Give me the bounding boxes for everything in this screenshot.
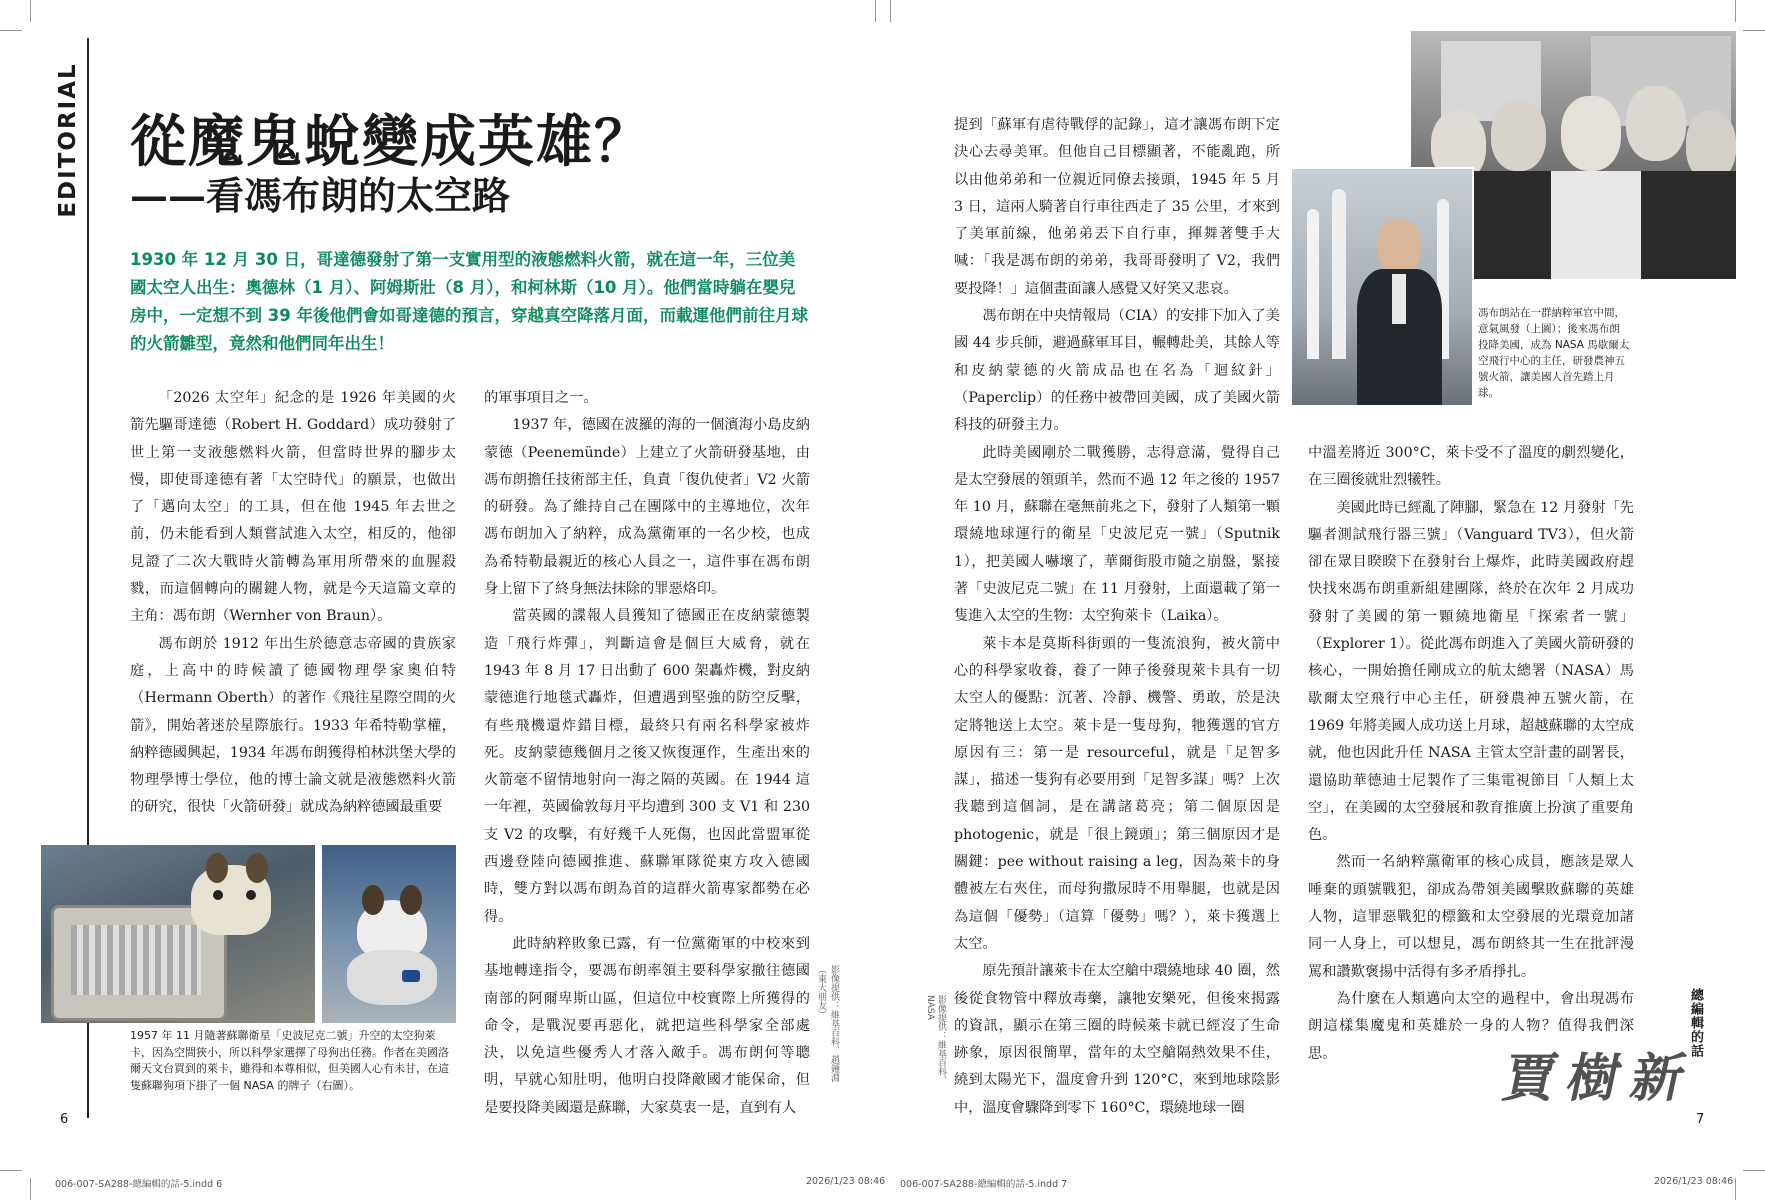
paragraph: 當英國的諜報人員獲知了德國正在皮納蒙德製造「飛行炸彈」，判斷這會是個巨大威脅，就在 1943 年 8 月 17 日出動了 600 架轟炸機，對皮納蒙德進行地毯式轟炸，但遭遇到堅強的防空反擊，有些飛機還炸錯目標，最終只有兩名科學家被炸死。皮納蒙德幾個月之後又恢復運作，生產出來的火箭毫不留情地射向一海之隔的英國。在 1944 這一年裡，英國倫敦每月平均遭到 300 支 V1 和 230 支 V2 的攻擊，有好幾千人死傷，也因此當盟軍從西邊登陸向德國推進、蘇聯軍隊從東方攻入德國時，雙方對以馮布朗為首的這群火箭專家都勢在必得。 [484,608,810,925]
paragraph: 馮布朗在中央情報局（CIA）的安排下加入了美國 44 步兵師，避過蘇軍耳目，輾轉赴美，其餘人等和皮納蒙德的火箭成品也在名為「迴紋針」（Paperclip）的任務中被帶回美國，成了美國火箭科技的研發主力。 [954,308,1280,434]
paragraph: 美國此時已經亂了陣腳，緊急在 12 月發射「先驅者測試飛行器三號」（Vanguard TV3），但火箭卻在眾目睽睽下在發射台上爆炸，此時美國政府趕快找來馮布朗重新組建團隊，終於在次年 2 月成功發射了美國的第一顆繞地衛星「探索者一號」（Explorer 1）。從此馮布朗進入了美國火箭研發的核心，一開始擔任剛成立的航太總署（NASA）馬歇爾太空飛行中心主任，研發農神五號火箭，在 1969 年將美國人成功送上月球，超越蘇聯的太空成就，他也因此升任 NASA 主管太空計畫的副署長，還協助華德迪士尼製作了三集電視節目「人類上太空」，在美國的太空發展和教育推廣上扮演了重要角色。 [1308,499,1634,844]
paragraph: 「2026 太空年」紀念的是 1926 年美國的火箭先驅哥達德（Robert H. Goddard）成功發射了世上第一支液態燃料火箭，但當時世界的腳步太慢，即使哥達德有著「太空時代」的願景，也做出了「邁向太空」的工具，但在他 1945 年去世之前，仍未能看到人類嘗試進入太空，相反的，他卻見證了二次大戰時火箭轉為軍用所帶來的血腥殺戮，而這個轉向的關鍵人物，就是今天這篇文章的主角：馮布朗（Wernher von Braun）。 [130,390,456,625]
crop-mark [0,1170,22,1171]
crop-mark [1743,1170,1765,1171]
paragraph: 1937 年，德國在波羅的海的一個濱海小島皮納蒙德（Peenemünde）上建立了火箭研發基地，由馮布朗擔任技術部主任，負責「復仇使者」V2 火箭的研發。為了維持自己在團隊中的主導地位，次年馮布朗加入了納粹，成為黨衛軍的一名少校，也成為希特勒最親近的核心人員之一，這件事在馮布朗身上留下了終身無法抹除的罪惡烙印。 [484,417,810,598]
crop-mark [890,0,891,22]
text-column-3 [954,112,1280,1122]
editor-signature: 賈樹新 [1497,1048,1703,1109]
text-column-1 [130,385,456,822]
slug-date-right: 2026/1/23 08:46 [1654,1176,1734,1187]
laika-caption: 1957 年 11 月隨著蘇聯衛星「史波尼克二號」升空的太空狗萊卡，因為空間狹小，所以科學家選擇了母狗出任務。作者在美國洛爾天文台買到的萊卡，雖得和本尊相似，但美國人心有未甘，在這隻蘇聯狗項下掛了一個 NASA 的牌子（右圖）。 [130,1029,449,1092]
lead-paragraph: 1930 年 12 月 30 日，哥達德發射了第一支實用型的液態燃料火箭，就在這一年，三位美國太空人出生：奧德林（1 月）、阿姆斯壯（8 月），和柯林斯（10 月）。他們當時躺在嬰兒房中，一定想不到 39 年後他們會如哥達德的預言，穿越真空降落月面，而載運他們前往月球的火箭雛型，竟然和他們同年出生！ [130,250,808,353]
paragraph: 此時美國剛於二戰獲勝，志得意滿，覺得自己是太空發展的領頭羊，然而不過 12 年之後的 1957 年 10 月，蘇聯在毫無前兆之下，發射了人類第一顆環繞地球運行的衛星「史波尼克一號」（Sputnik 1），把美國人嚇壞了，華爾街股市隨之崩盤，緊接著「史波尼克二號」在 11 月發射，上面還載了第一隻進入太空的生物：太空狗萊卡（Laika）。 [954,444,1280,625]
laika-capsule-photo [41,845,315,1023]
article-title: 從魔鬼蛻變成英雄？ [130,109,652,175]
paragraph: 中溫差將近 300°C，萊卡受不了溫度的劇烈變化，在三圈後就壯烈犧牲。 [1308,445,1634,489]
slug-file-right: 006-007-SA288-總編輯的話-5.indd 7 [900,1179,1068,1190]
crop-mark [30,0,31,22]
crop-mark [1735,0,1736,22]
paragraph: 然而一名納粹黨衛軍的核心成員，應該是眾人唾棄的頭號戰犯，卻成為帶領美國擊敗蘇聯的英雄人物，這罪惡戰犯的標籤和太空發展的光環竟加諸同一人身上，可以想見，馮布朗終其一生在批評漫罵和讚歎褒揚中活得有多矛盾掙扎。 [1308,854,1634,980]
crop-mark [1743,30,1765,31]
paragraph: 的軍事項目之一。 [484,390,598,406]
crop-mark [1735,1178,1736,1200]
von-braun-portrait-photo [1290,167,1474,407]
article-subtitle: ——看馮布朗的太空路 [130,173,511,218]
paragraph: 馮布朗於 1912 年出生於德意志帝國的貴族家庭，上高中的時候讀了德國物理學家奧伯特（Hermann Oberth）的著作《飛往星際空間的火箭》，開始著迷於星際旅行。1933 年希特勒掌權，納粹德國興起，1934 年馮布朗獲得柏林洪堡大學的物理學博士學位，他的博士論文就是液態燃料火箭的研究，很快「火箭研發」就成為納粹德國最重要 [130,635,456,816]
paragraph: 為什麼在人類邁向太空的過程中，會出現馮布朗這樣集魔鬼和英雄於一身的人物？值得我們深思。 [1308,990,1634,1062]
section-label-text: EDITORIAL [55,62,81,218]
paragraph: 此時納粹敗象已露，有一位黨衛軍的中校來到基地轉達指令，要馮布朗率領主要科學家撤往德國南部的阿爾卑斯山區，但這位中校實際上所獲得的命令，是戰況要再惡化，就把這些科學家全部處決，以免這些優秀人才落入敵手。馮布朗何等聰明，早就心知肚明，他明白投降敵國才能保命，但是要投降美國還是蘇聯，大家莫衷一是，直到有人 [484,935,810,1116]
slug-date-left: 2026/1/23 08:46 [806,1176,886,1187]
column-name: 總編輯的話 [1688,988,1703,1058]
crop-mark [30,1178,31,1200]
section-label [48,62,88,218]
photo-credit-right: 影像提供：維基百科、NASA [925,995,946,1085]
text-column-4 [1308,440,1634,1068]
paragraph: 萊卡本是莫斯科街頭的一隻流浪狗，被火箭中心的科學家收養，養了一陣子後發現萊卡具有一切太空人的優點：沉著、冷靜、機警、勇敢，於是決定將牠送上太空。萊卡是一隻母狗，牠獲選的官方原因有三：第一是 resourceful，就是「足智多謀」，描述一隻狗有必要用到「足智多謀」嗎？上次我聽到這個詞，是在講諸葛亮；第二個原因是 photogenic，就是「很上鏡頭」；第三個原因才是關鍵：pee without raising a leg，因為萊卡的身體被左右夾住，而母狗撒尿時不用舉腿，也就是因為這個「優勢」（這算「優勢」嗎？），萊卡獲選上太空。 [954,635,1280,952]
crop-mark [0,30,22,31]
page-number-left: 6 [60,1112,69,1127]
paragraph: 提到「蘇軍有虐待戰俘的記錄」，這才讓馮布朗下定決心去尋美軍。但他自己目標顯著，不能亂跑，所以由他弟弟和一位親近同僚去接頭，1945 年 5 月 3 日，這兩人騎著自行車往西走了 35 公里，才來到了美軍前線，他弟弟丟下自行車，揮舞著雙手大喊：「我是馮布朗的弟弟，我哥哥發明了 V2，我們要投降！」這個畫面讓人感覺又好笑又悲哀。 [954,117,1280,297]
laika-toy-photo [322,845,456,1023]
photo-credit-left: 影像提供：維基百科、趙鍾淵（東大朋友） [816,965,839,1082]
crop-mark [875,0,876,22]
von-braun-caption: 馮布朗站在一群納粹軍官中間，意氣風發（上圖）；後來馮布朗投降美國，成為 NASA 馬歇爾太空飛行中心的主任，研發農神五號火箭，讓美國人首先踏上月球。 [1478,307,1630,399]
text-column-2 [484,385,810,1122]
slug-file-left: 006-007-SA288-總編輯的話-5.indd 6 [55,1179,223,1190]
page-number-right: 7 [1696,1112,1705,1127]
paragraph: 原先預計讓萊卡在太空艙中環繞地球 40 圈，然後從食物管中釋放毒藥，讓牠安樂死，但後來揭露的資訊，顯示在第三圈的時候萊卡就已經沒了生命跡象，原因很簡單，當年的太空艙隔熱效果不佳，繞到太陽光下，溫度會升到 120°C，來到地球陰影中，溫度會驟降到零下 160°C，環繞地球一圈 [954,963,1280,1116]
